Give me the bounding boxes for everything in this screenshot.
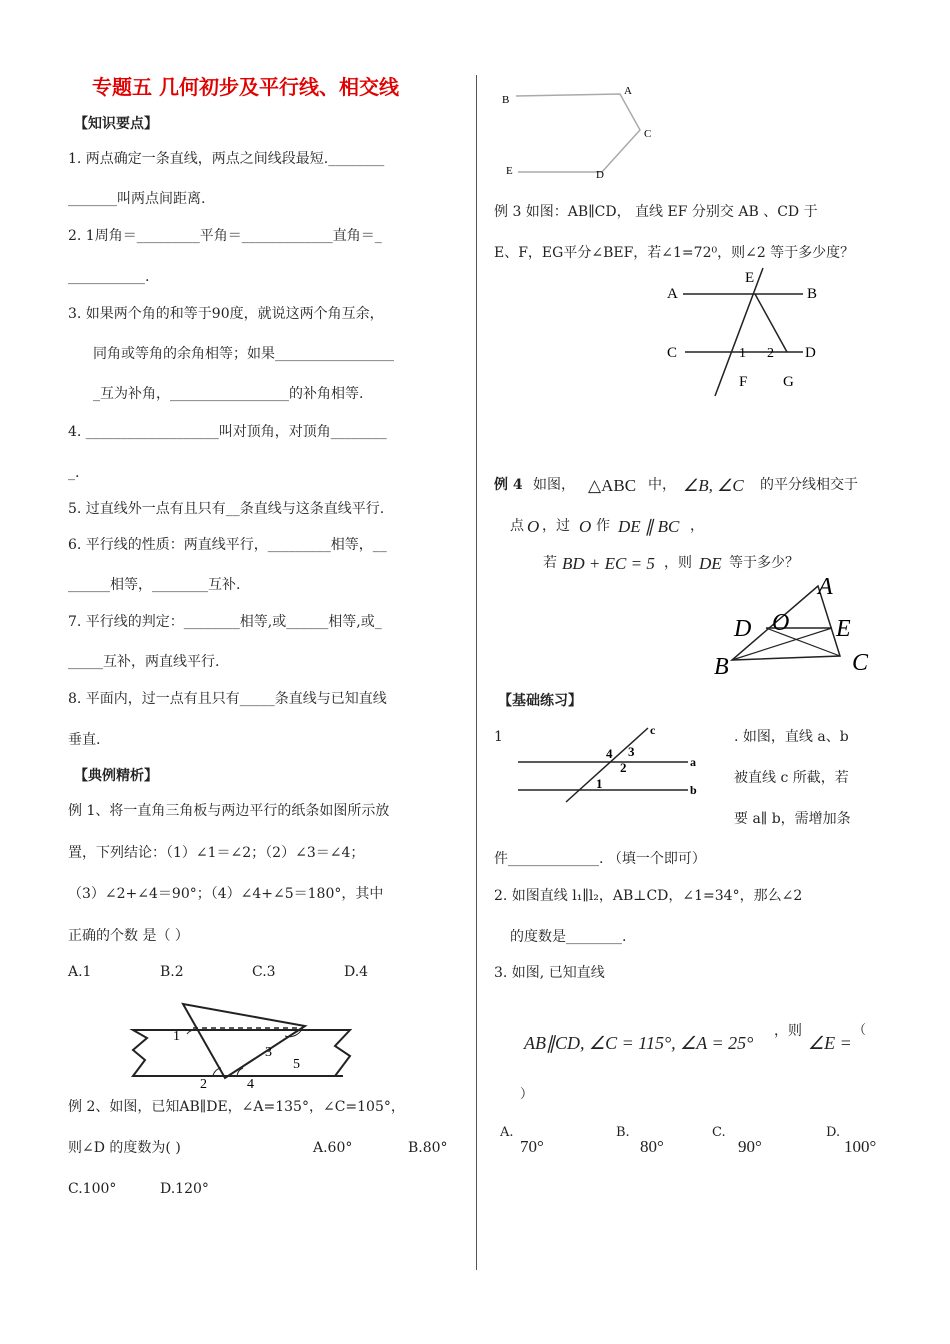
fig-b1-label-3: 3 <box>628 744 635 759</box>
basic-3-option-a-value: 70° <box>520 1137 544 1156</box>
knowledge-item-6-cont: ______相等，________互补. <box>68 577 241 593</box>
example-4-label: 例 4 <box>494 477 523 493</box>
example-4-text-f: 作 <box>596 518 610 534</box>
basic-1-text-2: 被直线 c 所截，若 <box>734 770 849 786</box>
example-4-parallel: DE ∥ BC <box>618 517 680 536</box>
fig3-label-2: 2 <box>767 346 774 361</box>
fig-b1-label-c: c <box>650 723 656 737</box>
fig-label-1: 1 <box>173 1029 180 1044</box>
fig4-label-d: D <box>734 616 752 642</box>
fig2-label-d: D <box>596 169 604 181</box>
fig2-label-a: A <box>624 85 632 97</box>
example-1-option-d: D.4 <box>344 964 369 980</box>
example-1-option-c: C.3 <box>252 964 276 980</box>
knowledge-item-8: 8. 平面内，过一点有且只有_____条直线与已知直线 <box>68 691 387 707</box>
knowledge-item-4-cont: _. <box>68 465 80 481</box>
basic-3-option-d-letter: D. <box>826 1125 841 1140</box>
fig-b1-label-1: 1 <box>596 776 603 791</box>
fig3-label-f: F <box>739 374 748 390</box>
example-4-point-o: O <box>527 517 540 536</box>
fig2-label-b: B <box>502 94 510 106</box>
basic-3-option-b-letter: B. <box>616 1125 630 1140</box>
example-1-figure <box>125 998 360 1090</box>
basic-3-expression: AB∥CD, ∠C = 115°, ∠A = 25° <box>524 1033 754 1053</box>
example-2-figure <box>498 82 668 182</box>
knowledge-item-5: 5. 过直线外一点有且只有__条直线与这条直线平行. <box>68 501 385 517</box>
example-4-text-j: 等于多少？ <box>729 555 799 571</box>
basic-1-text-4: 件_____________. （填一个即可） <box>494 851 706 867</box>
example-4-text-d: 点 <box>510 518 524 534</box>
example-4-de: DE <box>699 554 722 573</box>
knowledge-item-1-cont: _______叫两点间距离. <box>68 191 206 207</box>
knowledge-item-3: 3. 如果两个角的和等于90度，就说这两个角互余， <box>68 306 384 322</box>
fig-b1-label-4: 4 <box>606 746 613 761</box>
example-4-triangle: △ABC <box>588 476 637 495</box>
knowledge-item-7-cont: _____互补，两直线平行. <box>68 654 220 670</box>
example-4-text-i: ，则 <box>664 555 692 571</box>
fig3-label-a: A <box>667 286 678 302</box>
example-1-text-3: （3）∠2+∠4＝90°；（4）∠4+∠5＝180°，其中 <box>68 886 384 902</box>
fig3-label-b: B <box>807 286 818 302</box>
basic-2-text-2: 的度数是________. <box>510 929 627 945</box>
basic-1-number: 1 <box>494 729 503 745</box>
fig-label-5: 5 <box>293 1057 300 1072</box>
example-4-point-o-2: O <box>579 517 592 536</box>
fig2-label-c: C <box>644 128 652 140</box>
basic-3-option-b-value: 80° <box>640 1137 664 1156</box>
fig-b1-label-2: 2 <box>620 760 627 775</box>
basic-3-paren-close: ） <box>520 1087 534 1102</box>
fig3-label-g: G <box>783 374 794 390</box>
example-2-option-a: A.60° <box>313 1140 353 1156</box>
example-1-text-2: 置，下列结论：（1）∠1＝∠2；（2）∠3＝∠4； <box>68 845 365 861</box>
fig-label-4: 4 <box>247 1077 254 1090</box>
polyline-abcde <box>516 94 640 172</box>
example-2-option-c: C.100° <box>68 1181 117 1197</box>
fig-label-3: 3 <box>265 1045 272 1060</box>
column-divider <box>476 75 477 1270</box>
knowledge-item-1: 1. 两点确定一条直线，两点之间线段最短.________ <box>68 151 385 167</box>
page-title: 专题五 几何初步及平行线、相交线 <box>92 75 399 99</box>
example-2-text-2: 则∠D 的度数为( ) <box>68 1140 181 1156</box>
example-3-text-2: E、F，EG平分∠BEF，若∠1=72⁰，则∠2 等于多少度？ <box>494 245 855 261</box>
basic-1-text-3: 要 a∥ b，需增加条 <box>734 811 851 827</box>
basic-3-option-a-letter: A. <box>500 1125 514 1140</box>
example-4-figure <box>708 568 878 680</box>
example-1-option-b: B.2 <box>160 964 184 980</box>
example-4-text-c: 的平分线相交于 <box>760 477 858 493</box>
knowledge-item-2-cont: ___________. <box>68 269 150 285</box>
knowledge-item-3-cont2: _互为补角，_________________的补角相等. <box>93 386 364 402</box>
example-4-sum: BD + EC = 5 <box>562 554 655 573</box>
basic-1-text: . 如图，直线 a、b <box>734 729 849 745</box>
example-4-text-a: 如图， <box>533 477 575 493</box>
fig3-label-d: D <box>805 345 816 361</box>
fig3-label-e: E <box>745 270 755 286</box>
basic-3-angle-e: ∠E = <box>808 1033 852 1053</box>
example-4-text-e: ，过 <box>542 518 570 534</box>
basic-3-paren-open: （ <box>853 1023 867 1038</box>
fig-b1-label-b: b <box>690 783 697 797</box>
line-c <box>566 728 648 802</box>
example-1-text: 例 1、将一直角三角板与两边平行的纸条如图所示放 <box>68 803 390 819</box>
example-2-text: 例 2、如图，已知AB∥DE，∠A=135°，∠C=105°， <box>68 1099 405 1115</box>
knowledge-item-8-cont: 垂直. <box>68 732 101 748</box>
basic-3-option-c-letter: C. <box>712 1125 726 1140</box>
knowledge-item-2: 2. 1周角＝_________平角＝_____________直角＝_ <box>68 228 382 244</box>
basic-3-option-d-value: 100° <box>844 1137 877 1156</box>
example-4-text-h: 若 <box>543 555 557 571</box>
knowledge-item-4: 4. ___________________叫对顶角，对顶角________ <box>68 424 387 440</box>
fig3-label-1: 1 <box>739 346 746 361</box>
triangle-ruler <box>183 1004 305 1078</box>
basic-2-text: 2. 如图直线 l₁∥l₂，AB⊥CD，∠1=34°，那么∠2 <box>494 888 803 904</box>
line-eg <box>755 294 787 352</box>
example-1-option-a: A.1 <box>68 964 92 980</box>
knowledge-item-6: 6. 平行线的性质：两直线平行，_________相等，__ <box>68 537 387 553</box>
example-4-text-b: 中， <box>648 477 676 493</box>
fig-label-2: 2 <box>200 1077 207 1090</box>
section-knowledge-heading: 【知识要点】 <box>74 116 158 132</box>
fig4-label-e: E <box>836 616 851 642</box>
knowledge-item-7: 7. 平行线的判定：________相等,或______相等,或_ <box>68 614 382 630</box>
fig4-label-b: B <box>714 654 729 680</box>
example-4-text-g: ， <box>690 518 704 534</box>
section-examples-heading: 【典例精析】 <box>74 768 158 784</box>
fig2-label-e: E <box>506 165 513 177</box>
knowledge-item-3-cont: 同角或等角的余角相等；如果_________________ <box>93 346 394 362</box>
basic-3-text: 3. 如图, 已知直线 <box>494 965 605 981</box>
basic-1-figure <box>516 722 716 804</box>
basic-3-then: ，则 <box>774 1023 802 1039</box>
example-3-figure <box>663 266 843 400</box>
example-2-option-b: B.80° <box>408 1140 448 1156</box>
fig4-label-a: A <box>818 574 833 600</box>
basic-3-option-c-value: 90° <box>738 1137 762 1156</box>
example-1-text-4: 正确的个数 是（ ） <box>68 928 189 944</box>
fig3-label-c: C <box>667 345 678 361</box>
example-2-option-d: D.120° <box>160 1181 209 1197</box>
fig-b1-label-a: a <box>690 755 696 769</box>
section-basic-heading: 【基础练习】 <box>498 693 582 709</box>
example-3-text: 例 3 如图：AB∥CD， 直线 EF 分别交 AB 、CD 于 <box>494 204 818 220</box>
fig4-label-c: C <box>852 650 869 676</box>
example-4-angles: ∠B, ∠C <box>683 476 744 495</box>
fig4-label-o: O <box>772 610 790 636</box>
